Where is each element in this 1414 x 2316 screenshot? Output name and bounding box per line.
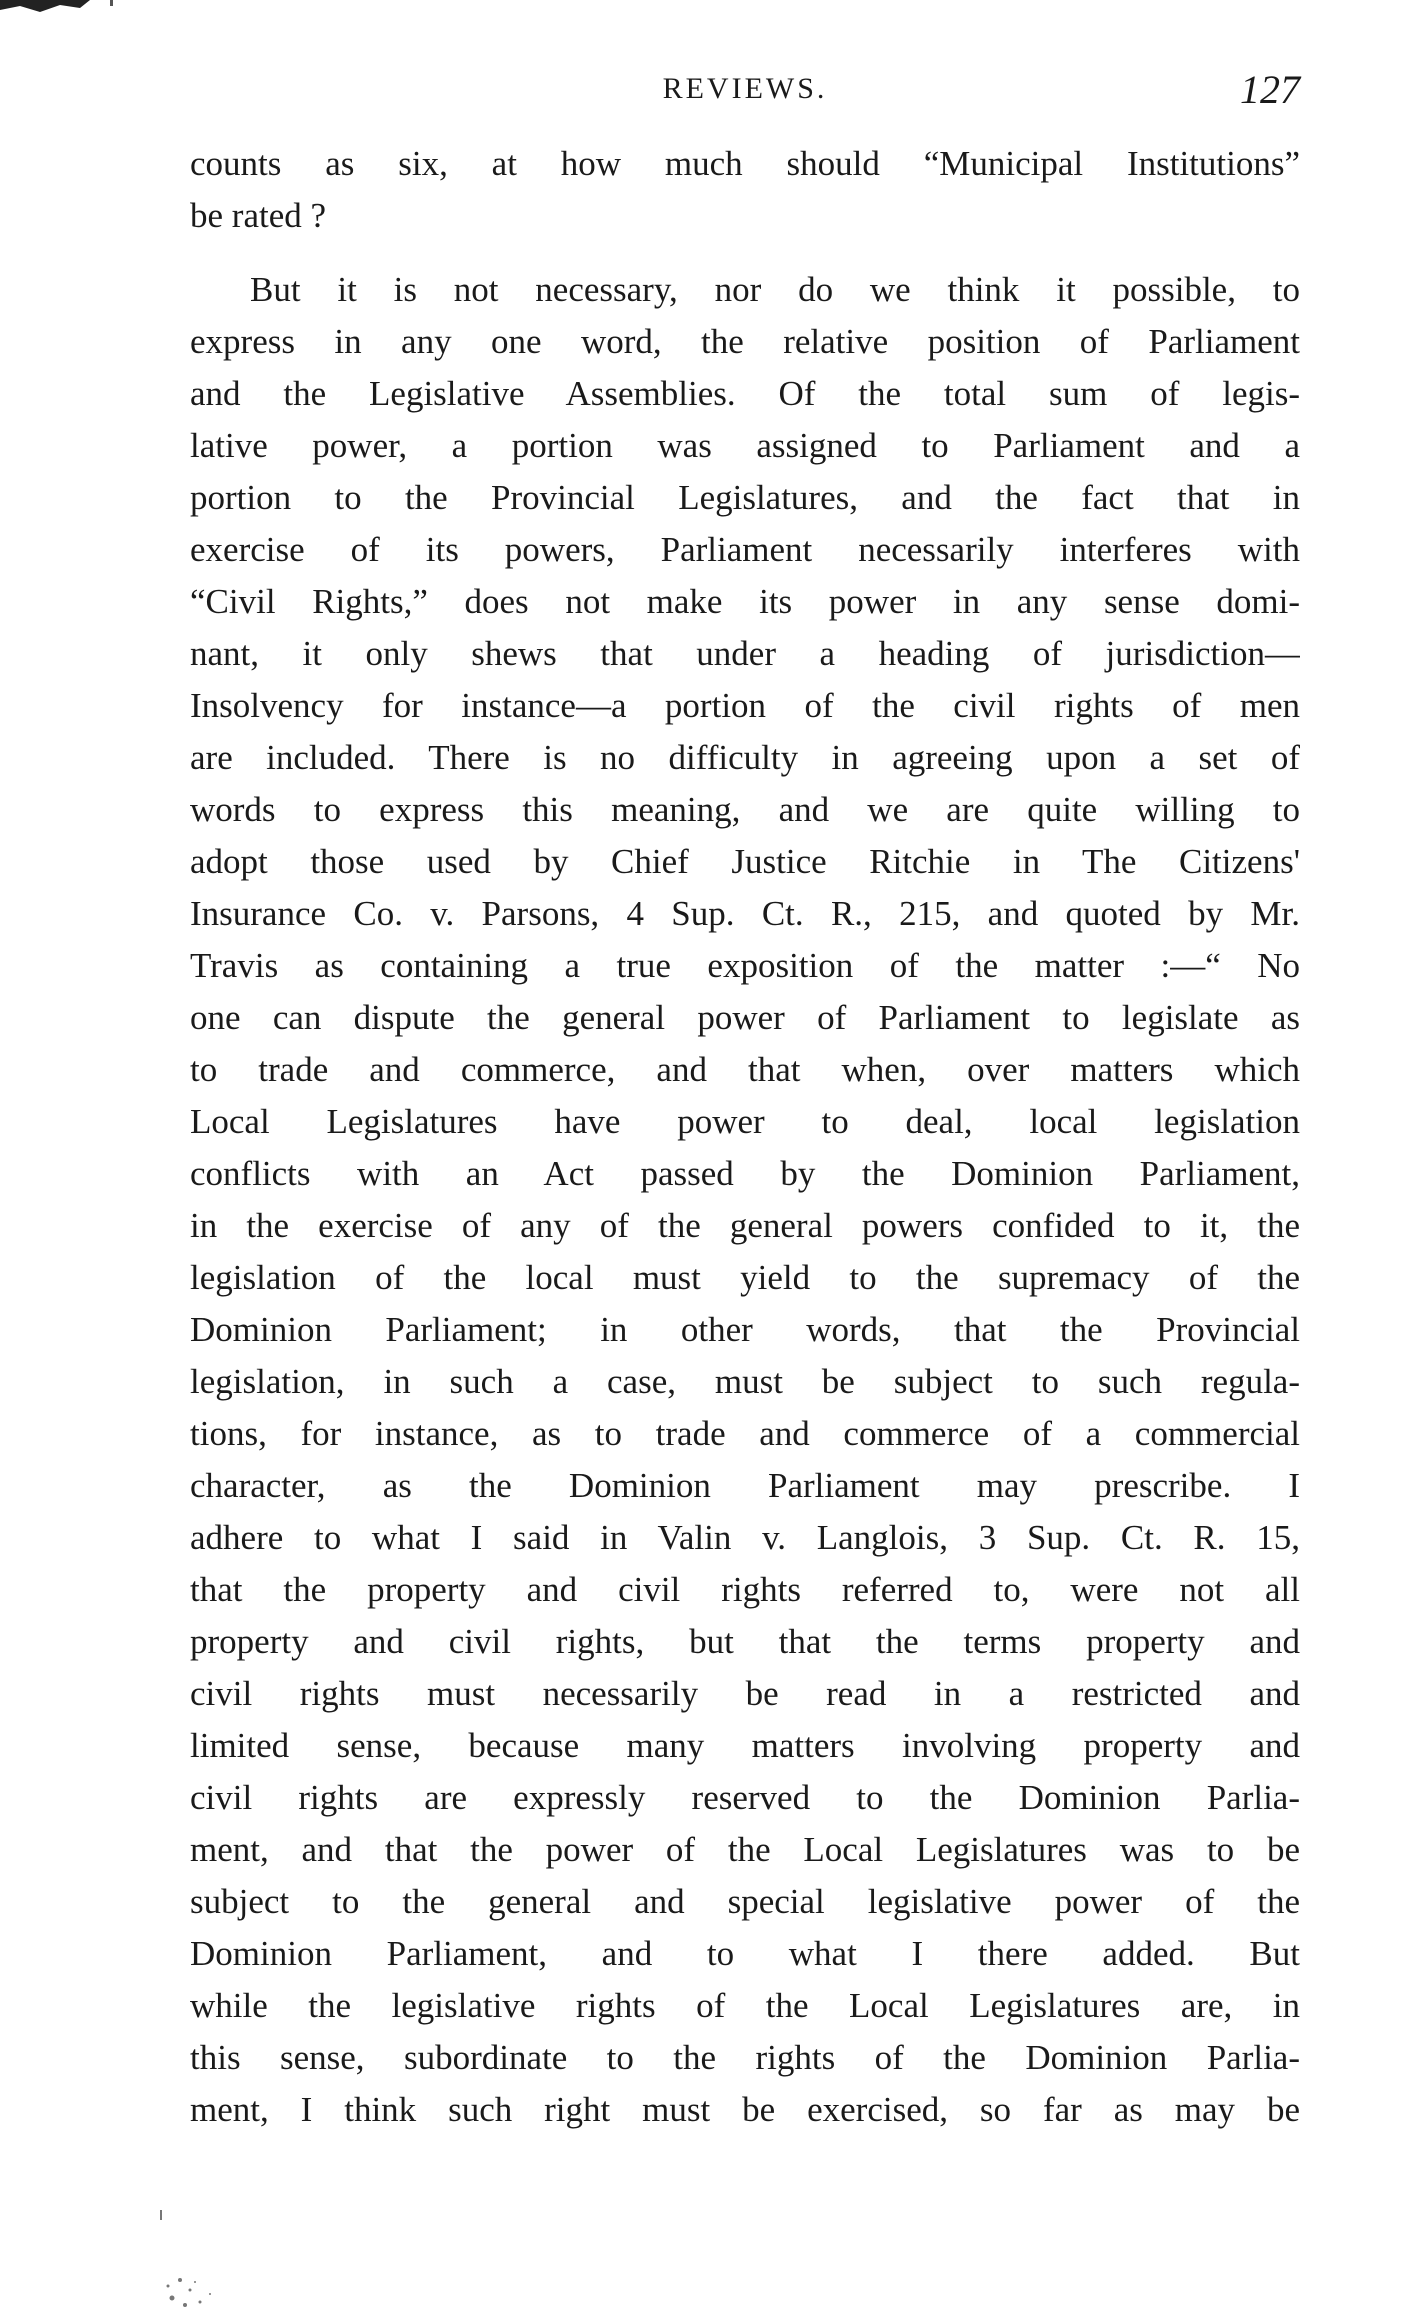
text-line: subject to the general and special legislative power of the: [190, 1882, 1300, 1921]
text-line: Local Legislatures have power to deal, local legislation: [190, 1102, 1300, 1141]
text-line: Dominion Parliament, and to what I there added. But: [190, 1934, 1300, 1973]
text-line: Insurance Co. v. Parsons, 4 Sup. Ct. R., 215, and quoted by Mr.: [190, 894, 1300, 933]
scan-smudge-top: [0, 0, 150, 24]
text-line: Dominion Parliament; in other words, that the Provincial: [190, 1310, 1300, 1349]
text-line: “Civil Rights,” does not make its power in any sense domi-: [190, 582, 1300, 621]
text-line: limited sense, because many matters involving property and: [190, 1726, 1300, 1765]
text-line: while the legislative rights of the Local Legislatures are, in: [190, 1986, 1300, 2025]
text-line: Travis as containing a true exposition of the matter :—“ No: [190, 946, 1300, 985]
text-line: civil rights are expressly reserved to the Dominion Parlia-: [190, 1778, 1300, 1817]
scan-smudge-bottom: [160, 2190, 310, 2310]
text-line: this sense, subordinate to the rights of the Dominion Parlia-: [190, 2038, 1300, 2077]
text-line: adhere to what I said in Valin v. Langlois, 3 Sup. Ct. R. 15,: [190, 1518, 1300, 1557]
text-line: exercise of its powers, Parliament necessarily interferes with: [190, 530, 1300, 569]
body-text: [190, 138, 1300, 2136]
paragraph: [190, 138, 1300, 242]
text-line: adopt those used by Chief Justice Ritchie in The Citizens': [190, 842, 1300, 881]
text-line: legislation of the local must yield to the supremacy of the: [190, 1258, 1300, 1297]
text-line: and the Legislative Assemblies. Of the total sum of legis-: [190, 374, 1300, 413]
text-line: nant, it only shews that under a heading of jurisdiction—: [190, 634, 1300, 673]
text-line: But it is not necessary, nor do we think it possible, to: [250, 270, 1300, 309]
text-line: to trade and commerce, and that when, over matters which: [190, 1050, 1300, 1089]
text-line: property and civil rights, but that the terms property and: [190, 1622, 1300, 1661]
text-line: be rated ?: [190, 196, 327, 235]
text-line: ment, and that the power of the Local Legislatures was to be: [190, 1830, 1300, 1869]
page-number: 127: [1240, 67, 1300, 112]
text-line: words to express this meaning, and we are quite willing to: [190, 790, 1300, 829]
running-head: [190, 67, 1300, 122]
text-line: tions, for instance, as to trade and commerce of a commercial: [190, 1414, 1300, 1453]
text-line: ment, I think such right must be exercised, so far as may be: [190, 2090, 1300, 2129]
text-line: civil rights must necessarily be read in a restricted and: [190, 1674, 1300, 1713]
text-line: one can dispute the general power of Parliament to legislate as: [190, 998, 1300, 1037]
running-title: REVIEWS.: [662, 72, 828, 105]
text-line: that the property and civil rights referred to, were not all: [190, 1570, 1300, 1609]
text-line: in the exercise of any of the general powers confided to it, the: [190, 1206, 1300, 1245]
paragraph: [190, 264, 1300, 2136]
text-line: counts as six, at how much should “Municipal Institutions”: [190, 144, 1300, 183]
text-line: legislation, in such a case, must be subject to such regula-: [190, 1362, 1300, 1401]
text-line: Insolvency for instance—a portion of the civil rights of men: [190, 686, 1300, 725]
text-line: character, as the Dominion Parliament may prescribe. I: [190, 1466, 1300, 1505]
text-line: express in any one word, the relative position of Parliament: [190, 322, 1300, 361]
text-line: lative power, a portion was assigned to Parliament and a: [190, 426, 1300, 465]
text-line: are included. There is no difficulty in agreeing upon a set of: [190, 738, 1300, 777]
text-line: conflicts with an Act passed by the Dominion Parliament,: [190, 1154, 1300, 1193]
text-line: portion to the Provincial Legislatures, and the fact that in: [190, 478, 1300, 517]
